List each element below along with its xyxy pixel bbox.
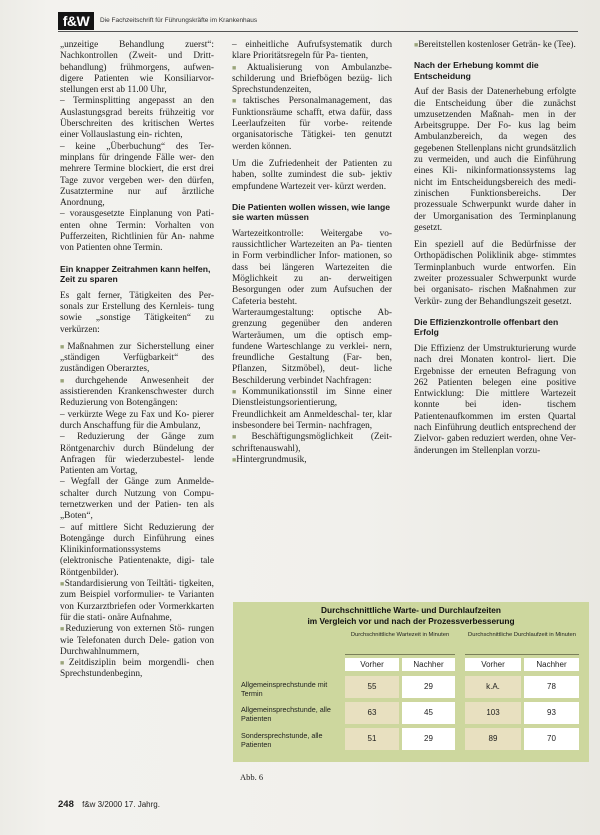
journal-logo: f&W — [58, 12, 94, 30]
table-row-label: Allgemeinsprechstunde, alle Patienten — [241, 705, 331, 723]
bullet-item: ■ Standardisierung von Teiltäti- tigkeiten, zum Beispiel vorformulier- te Varianten von Kurzarztbriefen oder Vormerkkarten für die stati- onäre Aufnahme, — [60, 579, 214, 624]
bullet-item: ■ durchgehende Anwesenheit der assistierenden Krankenschwester durch Reduzierung von Botengängen: — [60, 376, 214, 410]
table-cell: 89 — [465, 728, 521, 750]
table-cell: 29 — [402, 676, 455, 698]
issue-info: f&w 3/2000 17. Jahrg. — [82, 800, 160, 809]
paragraph: – Terminsplitting angepasst an den Auslastungsgrad bereits frühzeitig vor Überschreiten des kritischen Wertes einer Vollauslastung ein- richten, — [60, 96, 214, 141]
subheading: Die Patienten wollen wissen, wie lange sie warten müssen — [232, 201, 391, 223]
bullet-item: ■ Bereitstellen kostenloser Geträn- ke (Tee). — [414, 40, 576, 51]
bullet-item: ■ Beschäftigungsmöglichkeit (Zeit- schriftenauswahl), — [232, 432, 392, 455]
comparison-table-figure — [233, 602, 589, 762]
bullet-item: ■ taktisches Personalmanagement, das Funktionsräume schafft, etwa dafür, dass Leerlaufzeiten für vorbe- reitende organisatorische Tätigkei- ten genutzt werden können. — [232, 96, 392, 152]
table-cell: k.A. — [465, 676, 521, 698]
page-number: 248 — [58, 799, 74, 810]
paragraph: Um die Zufriedenheit der Patienten zu haben, sollte zumindest die sub- jektiv empfundene Wartezeit ver- kürzt werden. — [232, 158, 392, 192]
paragraph: Es galt ferner, Tätigkeiten des Per- sonals zur Erstellung des Kernleis- tung sowie „sonstige Tätigkeiten“ zu verkürzen: — [60, 290, 214, 335]
table-group-header-waiting: Durchschnittliche Wartezeit in Minuten — [345, 632, 455, 655]
header-rule — [58, 31, 578, 32]
paragraph: Auf der Basis der Datenerhebung erfolgte die Entscheidung über die zunächst umzusetzenden Maßnah- men in der Arbeitsgruppe. Der Fo- kus lag beim Ambulanzbereich, da wegen des gegebenen Stellenplans nicht grundsätzlich zu vermeiden, und auch die Einführung eines Kli- nikinformationssystems lag nicht im Entscheidungsbereich des medi- zinischen Funktionsbereichs. Der prozessuale Schwerpunkt wurde daher in der Umorganisation des Terminplanung gesetzt. — [414, 87, 576, 233]
table-cell: 63 — [345, 702, 399, 724]
figure-caption: Abb. 6 — [240, 772, 264, 782]
text-column-1 — [60, 40, 214, 681]
page-footer — [58, 800, 160, 810]
bullet-item: ■ Hintergrundmusik, — [232, 455, 392, 466]
bullet-item: ■ Reduzierung von externen Stö- rungen wie Telefonaten durch Dele- gation von Durchwahlnummern, — [60, 624, 214, 658]
table-cell: 45 — [402, 702, 455, 724]
paragraph: – einheitliche Aufrufsystematik durch klare Prioritätsregeln für Pa- tienten, — [232, 40, 392, 62]
table-cell: 29 — [402, 728, 455, 750]
table-group-header-throughput: Durchschnittliche Durchlaufzeit in Minuten — [465, 632, 579, 655]
subheading: Nach der Erhebung kommt die Entscheidung — [414, 60, 539, 81]
table-cell: 78 — [524, 676, 579, 698]
bullet-item: ■ Zeitdisziplin beim morgendli- chen Sprechstundenbeginn, — [60, 658, 214, 681]
paragraph: – auf mittlere Sicht Reduzierung der Botengänge durch Einführung eines Klinikinformationssystems (elektronische Patientenakte, digi- tale Röntgenbilder). — [60, 522, 214, 578]
paragraph: Die Effizienz der Umstrukturierung wurde nach drei Monaten kontrol- liert. Die Ergebnisse der erneuten Befragung von 262 Patienten belegen eine positive Entwicklung: Die mittlere Wartezeit konnte bei iden- tischem Patientenaufkommen im ersten Quartal nach Einführung deutlich entsprechend der Zielvor- gaben reduziert werden, ohne Ver- änderungen im Stellenplan vorzu- — [414, 343, 576, 456]
table-col-before: Vorher — [465, 658, 521, 671]
table-col-before: Vorher — [345, 658, 399, 671]
table-cell: 70 — [524, 728, 579, 750]
paragraph: Wartezeitkontrolle: Weitergabe vo- raussichtlicher Wartezeiten an Pa- tienten in Form verbindlicher Infor- mationen, so dass bei längeren Wartezeiten die Möglichkeit zu an- derweitigen Besorgungen oder zum Aufsuchen der Cafeteria besteht. — [232, 228, 392, 307]
paragraph: – verkürzte Wege zu Fax und Ko- pierer durch Anschaffung für die Ambulanz, — [60, 409, 214, 431]
paragraph: Warteraumgestaltung: optische Ab- grenzung gegenüber den anderen Warteräumen, um die optisch emp- fundene Warteschlange zu verklei- nern, freundliche Gestaltung (Far- ben, Pflanzen, Sitzmöbel), deut- liche Beschilderung verbindet Nachfragen: — [232, 307, 392, 386]
table-title: Durchschnittliche Warte- und Durchlaufzeiten im Vergleich vor und nach der Prozessverbesserung — [307, 605, 515, 626]
bullet-item: ■ Kommunikationsstil im Sinne einer Dienstleistungsorientierung, Freundlichkeit am Anmeldeschal- ter, klar insbesondere bei Termin- nachfragen, — [232, 387, 392, 432]
table-cell: 51 — [345, 728, 399, 750]
table-cell: 103 — [465, 702, 521, 724]
table-cell: 55 — [345, 676, 399, 698]
bullet-item: ■ Aktualisierung von Ambulanzbe- schilderung und Briefbögen bezüg- lich Sprechstundenzeiten, — [232, 63, 392, 97]
table-col-after: Nachher — [402, 658, 455, 671]
subheading: Die Effizienzkontrolle offenbart den Erfolg — [414, 316, 559, 338]
paragraph: „unzeitige Behandlung zuerst“: Nachkontrollen (Zweit- und Dritt- behandlung) frühmorgens, aufwen- digere Patienten wie Konsiliarvor- stellungen erst ab 11.00 Uhr, — [60, 40, 214, 96]
table-col-after: Nachher — [524, 658, 579, 671]
paragraph: – keine „Überbuchung“ des Ter- minplans für dringende Fälle wer- den mehrere Termine blockiert, die erst drei Tage zuvor vergeben wer- den dürfen, Zusatztermine nur auf ärztliche Anordnung, — [60, 141, 214, 209]
paragraph: – Reduzierung der Gänge zum Röntgenarchiv durch Bündelung der Anfragen für wiederzubestel- lende Patienten am Vortag, — [60, 432, 214, 477]
text-column-2 — [232, 40, 392, 466]
paragraph: – vorausgesetzte Einplanung von Pati- enten ohne Termin: Vorhalten von Pufferzeiten, Richtlinien für An- nahme von Patienten ohne Termin. — [60, 209, 214, 254]
table-row-label: Sondersprechstunde, alle Patienten — [241, 731, 323, 749]
journal-title: Die Fachzeitschrift für Führungskräfte im Krankenhaus — [100, 17, 258, 24]
text-column-3 — [414, 40, 576, 457]
paragraph: Ein speziell auf die Bedürfnisse der Orthopädischen Poliklinik abge- stimmtes Terminplanbuch wurde entworfen. Ein zweiter prozessualer Schwerpunkt wurde bei organisato- rischen Maßnahmen zur Verkür- zung der Behandlungszeit gesetzt. — [414, 240, 576, 307]
table-cell: 93 — [524, 702, 579, 724]
paragraph: – Wegfall der Gänge zum Anmelde- schalter durch Nutzung von Compu- ternetzwerken und der Patien- ten als „Boten“, — [60, 477, 214, 522]
subheading: Ein knapper Zeitrahmen kann helfen, Zeit zu sparen — [60, 263, 211, 285]
table-row-label: Allgemeinsprechstunde mit Termin — [241, 680, 328, 698]
bullet-item: ■ Maßnahmen zur Sicherstellung einer „ständigen Verfügbarkeit“ des zuständigen Oberarztes, — [60, 342, 214, 376]
